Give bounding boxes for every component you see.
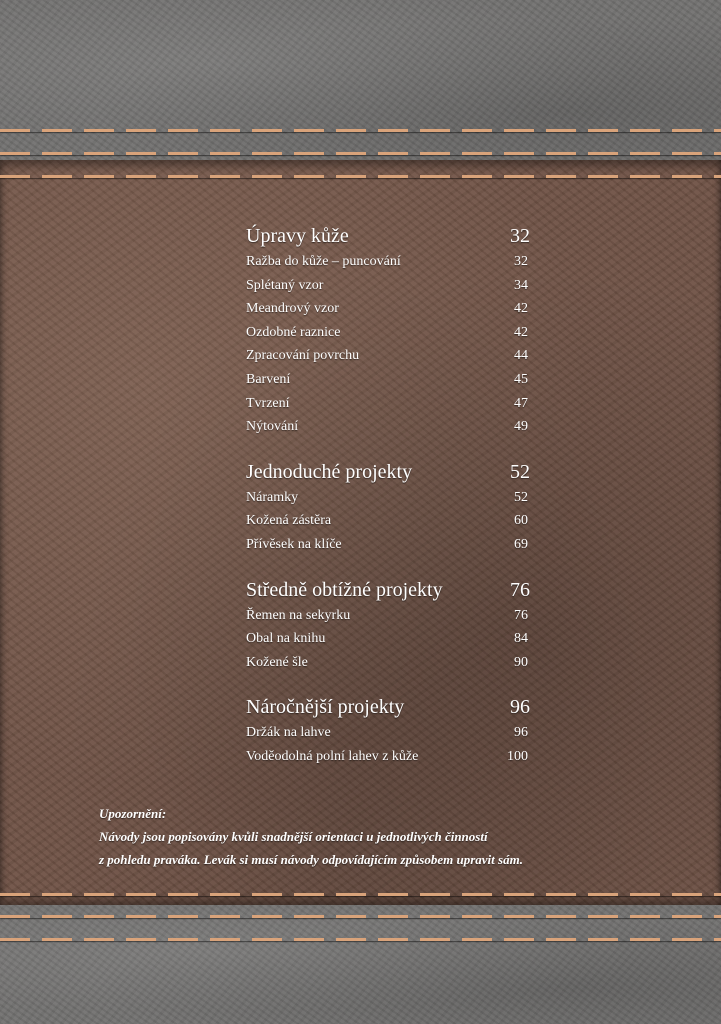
toc-section [246, 222, 530, 439]
toc-entry [246, 415, 530, 439]
left-hand-note [99, 802, 659, 871]
toc-entry [246, 721, 530, 745]
page-number: 32 [514, 254, 528, 269]
section-heading [246, 576, 530, 604]
entry-label: Ozdobné raznice [246, 324, 341, 340]
toc-entry [246, 533, 530, 557]
section-heading [246, 222, 530, 250]
toc-section [246, 576, 530, 675]
page-number: 45 [514, 371, 528, 387]
stitch-line [0, 152, 721, 155]
entry-label: Řemen na sekyrku [246, 607, 351, 623]
page-number: 42 [514, 324, 528, 340]
page-number: 76 [514, 607, 528, 623]
entry-label: Držák na lahve [246, 725, 331, 741]
page-number: 90 [514, 654, 528, 670]
page-number: 32 [510, 225, 530, 247]
toc-entry [246, 627, 530, 651]
grey-leather-top [0, 0, 721, 160]
entry-label: Přívěsek na klíče [246, 536, 342, 552]
page-number: 60 [514, 513, 528, 529]
toc-entry [246, 392, 530, 416]
page-number: 49 [514, 419, 528, 435]
entry-label: Nýtování [246, 419, 299, 435]
toc-entry [246, 297, 530, 321]
page-number: 76 [510, 578, 530, 601]
entry-label: Obal na knihu [246, 631, 326, 647]
page-number: 44 [514, 348, 528, 364]
toc-entry [246, 368, 530, 392]
toc-section [246, 693, 530, 768]
entry-label: Zpracování povrchu [246, 348, 360, 364]
toc-entry [246, 250, 530, 274]
section-title: Jednoduché projekty [246, 460, 413, 483]
toc-entry [246, 274, 530, 298]
toc-entry [246, 321, 530, 345]
section-title: Středně obtížné projekty [246, 578, 443, 601]
entry-label: Ražba do kůže – puncování [246, 254, 401, 269]
stitch-line [0, 938, 721, 941]
entry-label: Voděodolná polní lahev z kůže [246, 748, 419, 764]
entry-label: Splétaný vzor [246, 277, 324, 293]
grey-leather-bottom [0, 905, 721, 1024]
page-number: 84 [514, 631, 528, 647]
stitch-line [0, 129, 721, 132]
stitch-line [0, 175, 721, 178]
entry-label: Barvení [246, 371, 291, 387]
stitch-line [0, 893, 721, 896]
entry-label: Meandrový vzor [246, 301, 339, 317]
note-heading: Upozornění: [99, 806, 167, 821]
toc-entry [246, 651, 530, 675]
page-number: 96 [510, 696, 530, 719]
entry-label: Kožené šle [246, 654, 308, 670]
page-number: 52 [510, 460, 530, 483]
page-number: 34 [514, 277, 528, 293]
section-heading [246, 693, 530, 721]
toc-entry [246, 745, 530, 769]
toc-entry [246, 509, 530, 533]
toc-entry [246, 486, 530, 510]
section-title: Náročnější projekty [246, 696, 405, 719]
page-number: 47 [514, 395, 528, 411]
section-title: Úpravy kůže [246, 225, 349, 247]
toc-section [246, 458, 530, 557]
entry-label: Kožená zástěra [246, 513, 332, 529]
page-number: 52 [514, 489, 528, 505]
page-number: 100 [507, 748, 528, 764]
entry-label: Tvrzení [246, 395, 290, 411]
toc-entry [246, 344, 530, 368]
page-number: 42 [514, 301, 528, 317]
toc-entry [246, 604, 530, 628]
note-line: Návody jsou popisovány kvůli snadnější orientaci u jednotlivých činností [99, 829, 488, 844]
entry-label: Náramky [246, 489, 299, 505]
section-heading [246, 458, 530, 486]
page-number: 96 [514, 725, 528, 741]
table-of-contents [246, 222, 530, 788]
note-line: z pohledu praváka. Levák si musí návody odpovídajícím způsobem upravit sám. [99, 852, 523, 867]
stitch-line [0, 915, 721, 918]
page-number: 69 [514, 536, 528, 552]
